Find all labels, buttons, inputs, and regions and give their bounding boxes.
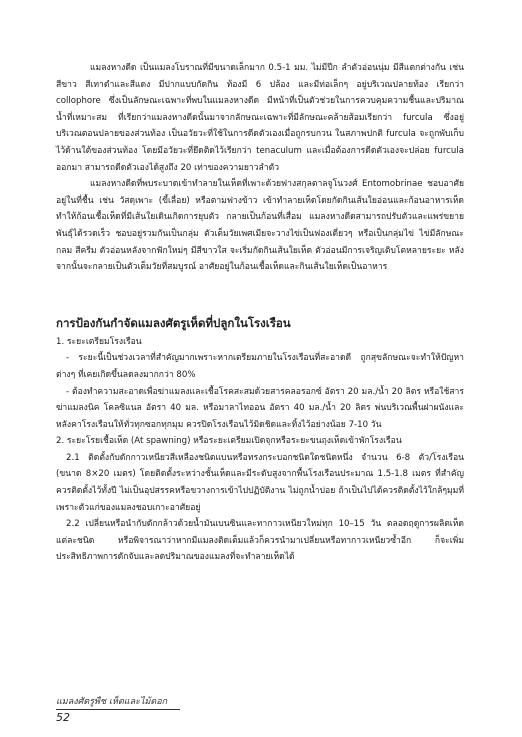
section-spacer bbox=[56, 276, 464, 314]
list-item: 2.1 ติดตั้งกับดักกาวเหนียวสีเหลืองชนิดแบนหรือทรงกระบอกชนิดใดชนิดหนึ่ง จำนวน 6-8 ตัว/โรงเรือน (ขนาด 8×20 เมตร) โดยติดตั้งระหว่างชั้นเห็ดและมีระดับสูงจากพื้นโรงเรือนประมาณ 1.5-1.8 เมตร ที่สำคัญควรติดตั้งไว้ทั้งปี ไม่เป็นอุปสรรคหรือขวางการเข้าไปปฏิบัติงาน ไม่ถูกน้ำบ่อย ถ้าเป็นไปได้ควรติดตั้งไว้ใกล้ๆมุมที่เพราะตัวแก่ของแมลงชอบเกาะอาศัยอยู่ bbox=[56, 452, 464, 513]
page-footer bbox=[56, 697, 186, 725]
list-item: - ต้องทำความสะอาดเพื่อฆ่าแมลงและเชื้อโรคสะสมด้วยสารคลอรอกซ์ อัตรา 20 มล./น้ำ 20 ลิตร หรือใช้สารฆ่าแมลงนิค โคลซิแนล อัตรา 40 มล. หรือมาลาไทออน อัตรา 40 มล./น้ำ 20 ลิตร พ่นบริเวณพื้นฝาผนังและหลังคาโรงเรือนให้ทั่วทุกซอกทุกมุม ควรปิดโรงเรือนไว้มิดชิดและทิ้งไว้อย่างน้อย 7-10 วัน bbox=[56, 386, 464, 430]
list-item: 2.2 เปลี่ยนหรือนำกับดักกล้าวด้วยน้ำมันเบนซินและทากาวเหนียวใหม่ทุก 10–15 วัน ตลอดฤดูการผลิตเห็ดแต่ละชนิด หรือพิจารณาว่าหากมีแมลงติดเต็มแล้วก็ควรนำมาเปลี่ยนหรือทากาวเหนียวซ้ำอีก ก็จะเพิ่มประสิทธิภาพการดักจับและลดปริมาณของแมลงที่จะทำลายเห็ดได้ bbox=[56, 519, 464, 563]
subsection-title: 2. ระยะโรยเชื้อเห็ด (At spawning) หรือระยะเตรียมเปิดจุกหรือระยะขนถุงเห็ดเข้าพักโรงเรือน bbox=[56, 436, 402, 447]
page-body bbox=[56, 60, 464, 566]
footer-title: แมลงศัตรูพืช เห็ดและไม้ดอก bbox=[56, 697, 168, 707]
intro-paragraph: แมลงหางดีดที่พบระบาดเข้าทำลายในเห็ดที่เพาะด้วยฟางสกุลตาลจูโนวงศ์ Entomobrinae ชอบอาศัยอยู่ในที่ชื้น เช่น วัสดุเพาะ (ขี้เลื่อย) หรือตามฟางข้าว เข้าทำลายเห็ดโดยกัดกินเส้นใยอ่อนและก้อนอาหารเห็ด ทำให้ก้อนเชื้อเห็ดที่มีเส้นใยเดินเกิดการยุบตัว กลายเป็นก้อนที่เสื่อม แมลงหางดีดสามารถปรับตัวและแพร่ขยายพันธุ์ได้รวดเร็ว ชอบอยู่รวมกันเป็นกลุ่ม ตัวเต็มวัยเพศเมียจะวางไข่เป็นฟองเดี่ยวๆ หรือเป็นกลุ่มไข่ ไข่มีลักษณะกลม สีครีม ตัวอ่อนหลังจากฟักใหม่ๆ มีสีขาวใส จะเริ่มกัดกินเส้นใยเห็ด ตัวอ่อนมีการเจริญเติบโตหลายระยะ หลังจากนั้นจะกลายเป็นตัวเต็มวัยที่สมบูรณ์ อาศัยอยู่ในก้อนเชื้อเห็ดและกินเส้นใยเห็ดเป็นอาหาร bbox=[56, 179, 464, 273]
footer-rule bbox=[56, 709, 180, 710]
page-number: 52 bbox=[56, 711, 70, 724]
subsection-title: 1. ระยะเตรียมโรงเรือน bbox=[56, 336, 142, 347]
intro-paragraph: แมลงหางดีด เป็นแมลงโบราณที่มีขนาดเล็กมาก 0.5-1 มม. ไม่มีปีก ลำตัวอ่อนนุ่ม มีสีแตกต่างกัน เช่น สีขาว สีเทาดำและสีแดง มีปากแบบกัดกิน ท้องมี 6 ปล้อง และมีท่อเล็กๆ อยู่บริเวณปลายท้อง เรียกว่า collophore ซึ่งเป็นลักษณะเฉพาะที่พบในแมลงหางดีด มีหน้าที่เป็นตัวช่วยในการควบคุมความชื้นและปริมาณน้ำที่เหมาะสม ที่เรียกว่าแมลงหางดีดนั้นมาจากลักษณะเฉพาะที่มีลักษณะคล้ายส้อมเรียกว่า furcula ซึ่งอยู่บริเวณตอนปลายของส่วนท้อง เป็นอวัยวะที่ใช้ในการดีดตัวเองเมื่อถูกรบกวน ในสภาพปกติ furcula จะถูกพับเก็บไว้ด้านใต้ของส่วนท้อง โดยมีอวัยวะที่ยึดติดไว้เรียกว่า tenaculum และเมื่อต้องการดีดตัวเองจะปล่อย furcula ออกมา สามารถดีดตัวเองได้สูงถึง 20 เท่าของความยาวลำตัว bbox=[56, 63, 464, 173]
section-title: การป้องกันกำจัดแมลงศัตรูเห็ดที่ปลูกในโรงเรือน bbox=[56, 315, 291, 330]
list-item: - ระยะนี้เป็นช่วงเวลาที่สำคัญมากเพราะหากเตรียมภายในโรงเรือนที่สะอาดดี ถูกสุขลักษณะจะทำให้ปัญหาต่างๆ ที่เคยเกิดขึ้นลดลงมากกว่า 80% bbox=[56, 353, 464, 380]
